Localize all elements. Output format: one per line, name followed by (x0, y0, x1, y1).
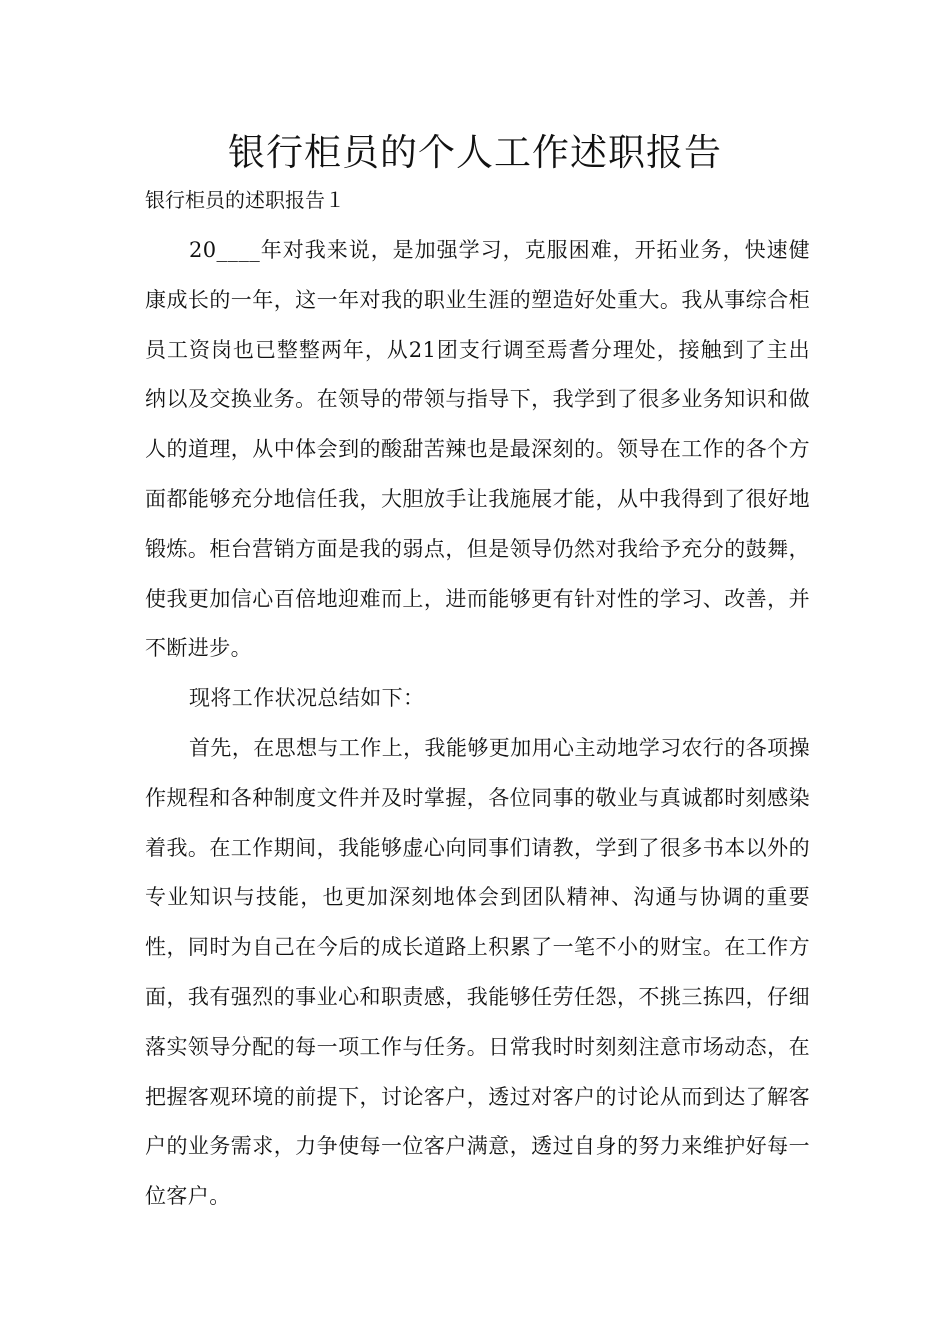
document-title: 银行柜员的个人工作述职报告 (228, 131, 722, 174)
paragraph-summary-lead: 现将工作状况总结如下： (189, 686, 425, 710)
document-subtitle: 银行柜员的述职报告１ (145, 188, 345, 212)
paragraph-intro: 20____年对我来说，是加强学习，克服困难，开拓业务，快速健康成长的一年，这一年对我的职业生涯的塑造好处重大。我从事综合柜员工资岗也已整整两年，从21团支行调至焉耆分理处，接触到了主出纳以及交换业务。在领导的带领与指导下，我学到了很多业务知识和做人的道理，从中体会到的酸甜苦辣也是最深刻的。领导在工作的各个方面都能够充分地信任我，大胆放手让我施展才能，从中我得到了很好地锻炼。柜台营销方面是我的弱点，但是领导仍然对我给予充分的鼓舞，使我更加信心百倍地迎难而上，进而能够更有针对性的学习、改善，并不断进步。 (145, 238, 810, 661)
paragraph-first-point: 首先，在思想与工作上，我能够更加用心主动地学习农行的各项操作规程和各种制度文件并及时掌握，各位同事的敬业与真诚都时刻感染着我。在工作期间，我能够虚心向同事们请教，学到了很多书本以外的专业知识与技能，也更加深刻地体会到团队精神、沟通与协调的重要性，同时为自己在今后的成长道路上积累了一笔不小的财宝。在工作方面，我有强烈的事业心和职责感，我能够任劳任怨，不挑三拣四，仔细落实领导分配的每一项工作与任务。日常我时时刻刻注意市场动态，在把握客观环境的前提下，讨论客户，透过对客户的讨论从而到达了解客户的业务需求，力争使每一位客户满意，透过自身的努力来维护好每一位客户。 (145, 736, 810, 1209)
